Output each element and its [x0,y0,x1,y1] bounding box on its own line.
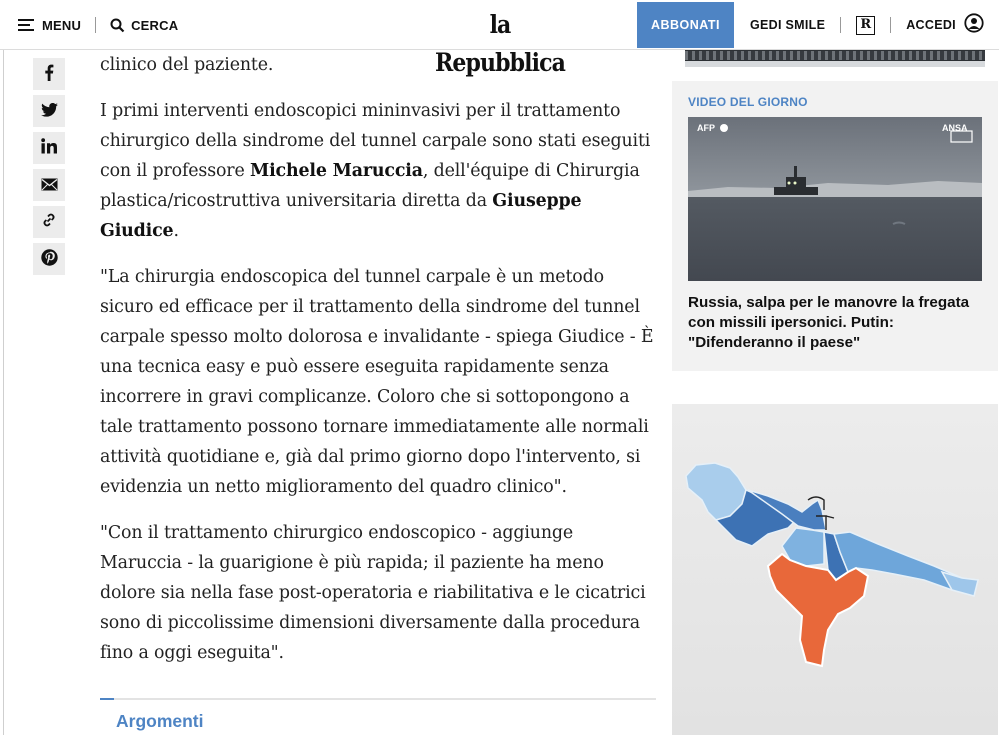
person-name-maruccia: Michele Maruccia [250,161,423,181]
divider [95,17,96,33]
video-badge-afp: AFP [697,123,715,133]
menu-button[interactable] [18,18,81,33]
divider [840,17,841,33]
map-area-highlighted[interactable] [768,554,868,666]
header-right [637,2,984,48]
share-pinterest-button[interactable] [33,243,65,275]
rplus-badge[interactable]: R [856,16,875,35]
article-paragraph [100,96,660,246]
article-paragraph: "Con il trattamento chirurgico endoscopico - aggiunge Maruccia - la guarigione è più rapida; il paziente ha meno dolore sia nella fase post-operatoria e riabilitativa e le cicatrici sono di piccolissime dimensioni diversamente dalla procedura fino a oggi eseguita". [100,523,646,663]
menu-label: MENU [42,17,82,33]
search-button[interactable] [110,18,178,33]
site-logo[interactable]: la Repubblica [435,10,565,77]
video-section-label: VIDEO DEL GIORNO [688,95,808,109]
video-frame-image [688,117,982,281]
article-paragraph: clinico del paziente. [100,55,274,75]
image-detail [685,61,985,67]
copy-link-button[interactable] [33,206,65,238]
image-detail [685,51,985,60]
header-left [18,0,178,50]
subscribe-button[interactable]: ABBONATI [637,2,734,48]
gedi-smile-link[interactable]: GEDI SMILE [750,18,826,32]
link-icon [41,212,57,232]
login-link[interactable]: ACCEDI [906,18,956,32]
share-facebook-button[interactable] [33,58,65,90]
article-body [100,50,660,684]
pinterest-icon [41,249,58,270]
share-twitter-button[interactable] [33,95,65,127]
share-linkedin-button[interactable] [33,132,65,164]
twitter-icon [41,102,58,121]
person-name-giudice: Giuseppe Giudice [100,191,582,241]
video-thumbnail[interactable] [688,117,982,281]
video-of-the-day [672,81,998,371]
hamburger-icon [18,19,34,31]
linkedin-icon [41,138,57,158]
topics-heading: Argomenti [116,711,204,731]
sidebar-previous-image[interactable] [685,50,985,67]
text-run: I primi interventi endoscopici mininvasivi per il trattamento chirurgico della sindrome del tunnel carpale sono stati eseguiti con il professore [100,101,651,181]
share-email-button[interactable] [33,169,65,201]
page-border [3,50,4,735]
divider [890,17,891,33]
topics-divider [100,698,656,700]
user-icon[interactable] [964,13,984,37]
facebook-icon [44,64,54,85]
share-bar [33,58,65,280]
map-widget[interactable] [672,404,998,735]
search-label: CERCA [131,17,179,33]
email-icon [41,176,58,195]
video-badge-ansa: ANSA [942,123,968,133]
text-run: , dell'équipe di Chirurgia plastica/ricostruttiva universitaria diretta da [100,161,640,211]
region-map [672,404,998,735]
article-paragraph: "La chirurgia endoscopica del tunnel carpale è un metodo sicuro ed efficace per il trattamento della sindrome del tunnel carpale spesso molto dolorosa e invalidante - spiega Giudice - È una tecnica easy e può essere eseguita rapidamente senza incorrere in gravi complicanze. Coloro che si sottopongono a tale trattamento possono tornare immediatamente alle normali attività quotidiane e, già dal primo giorno dopo l'intervento, si evidenzia un netto miglioramento del quadro clinico". [100,267,654,497]
text-run: . [173,221,179,241]
search-icon [110,18,125,33]
video-title-link[interactable]: Russia, salpa per le manovre la fregata con missili ipersonici. Putin: "Difenderanno il paese" [688,294,970,351]
